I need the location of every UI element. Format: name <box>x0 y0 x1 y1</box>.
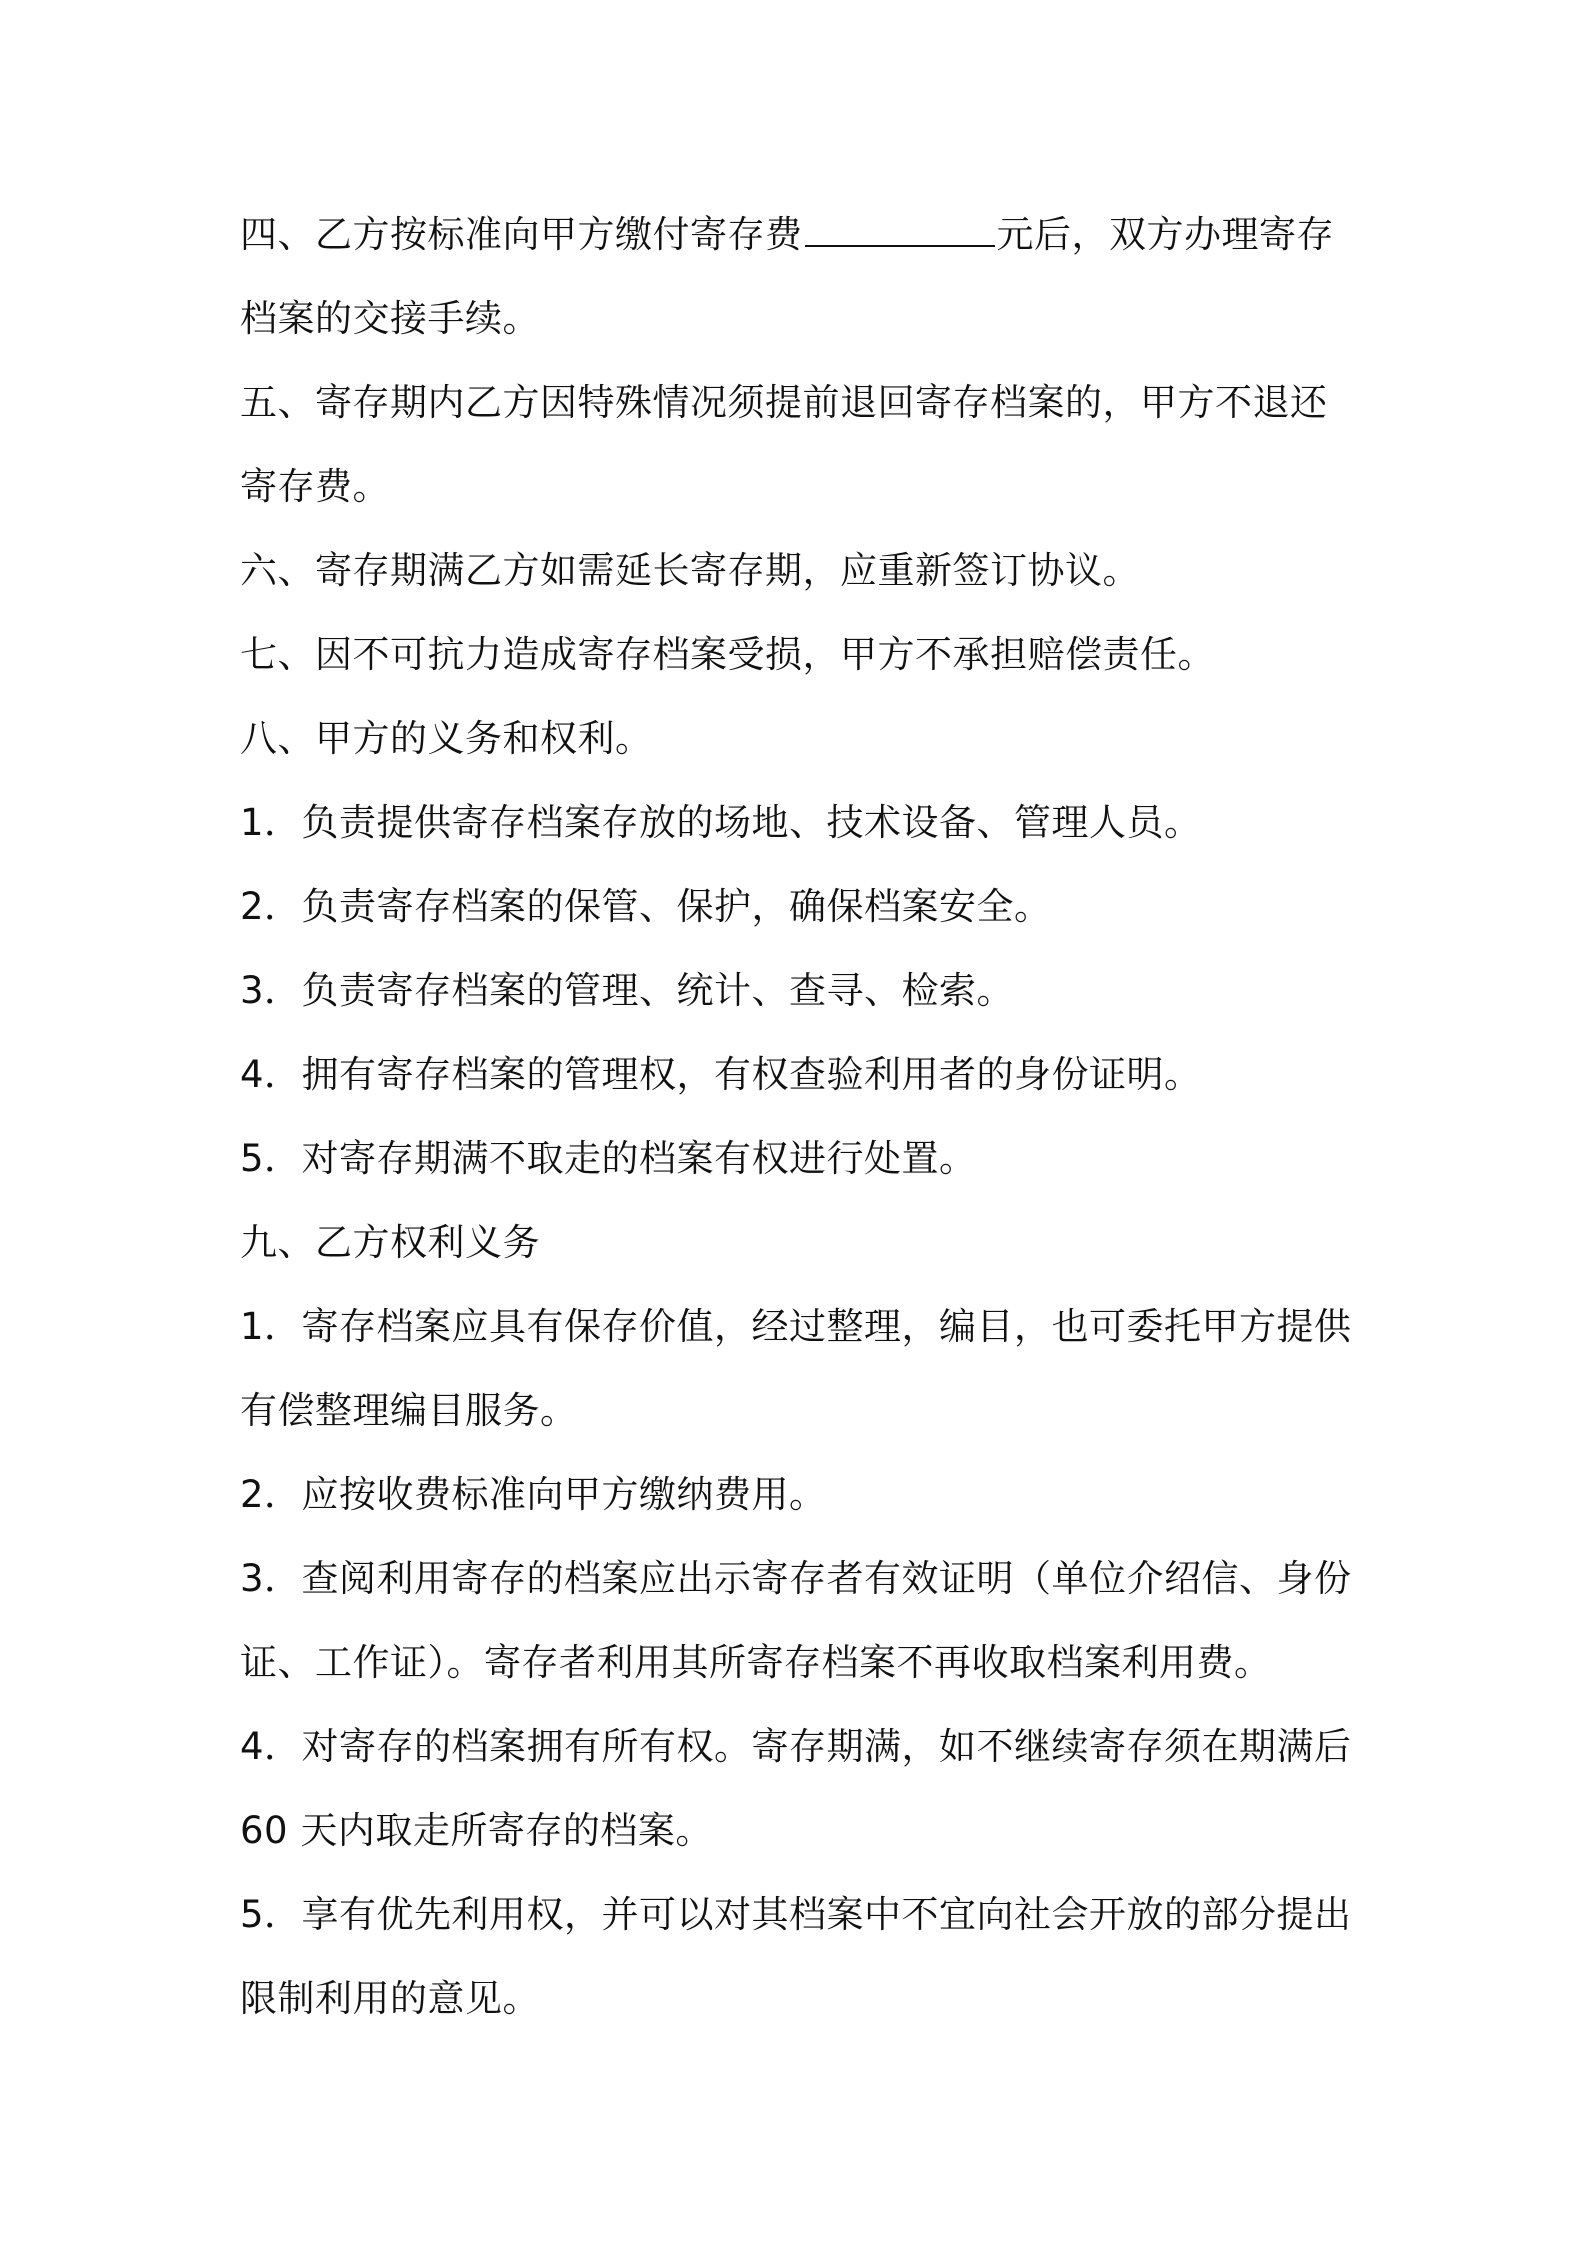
clause-8-heading: 八、甲方的义务和权利。 <box>240 717 653 760</box>
clause-9-item-4: 4．对寄存的档案拥有所有权。寄存期满，如不继续寄存须在期满后 60 天内取走所寄存的档案。 <box>240 1725 1352 1852</box>
fee-blank-line <box>805 215 995 247</box>
clause-7: 七、因不可抗力造成寄存档案受损，甲方不承担赔偿责任。 <box>240 633 1215 676</box>
clause-5: 五、寄存期内乙方因特殊情况须提前退回寄存档案的，甲方不退还寄存费。 <box>240 381 1328 508</box>
clause-9-item-2: 2．应按收费标准向甲方缴纳费用。 <box>240 1473 827 1516</box>
clause-8-item-4: 4．拥有寄存档案的管理权，有权查验利用者的身份证明。 <box>240 1053 1202 1096</box>
clause-4 <box>240 193 1360 361</box>
clause-4-text-a: 四、乙方按标准向甲方缴付寄存费 <box>240 213 803 256</box>
clause-8-item-1: 1．负责提供寄存档案存放的场地、技术设备、管理人员。 <box>240 801 1202 844</box>
clause-9-item-5: 5．享有优先利用权，并可以对其档案中不宜向社会开放的部分提出限制利用的意见。 <box>240 1893 1352 2020</box>
clause-8-item-5: 5．对寄存期满不取走的档案有权进行处置。 <box>240 1137 977 1180</box>
clause-6: 六、寄存期满乙方如需延长寄存期，应重新签订协议。 <box>240 549 1140 592</box>
clause-9-heading: 九、乙方权利义务 <box>240 1221 540 1264</box>
clause-8-item-2: 2．负责寄存档案的保管、保护，确保档案安全。 <box>240 885 1052 928</box>
clause-8-item-3: 3．负责寄存档案的管理、统计、查寻、检索。 <box>240 969 1015 1012</box>
clause-9-item-1: 1．寄存档案应具有保存价值，经过整理，编目，也可委托甲方提供有偿整理编目服务。 <box>240 1305 1352 1432</box>
clause-4-text-b: 元后，双方办理寄存档案的交接手续。 <box>240 213 1334 340</box>
document-body <box>240 193 1360 2041</box>
clause-9-item-3: 3．查阅利用寄存的档案应出示寄存者有效证明（单位介绍信、身份证、工作证）。寄存者利用其所寄存档案不再收取档案利用费。 <box>240 1557 1352 1684</box>
